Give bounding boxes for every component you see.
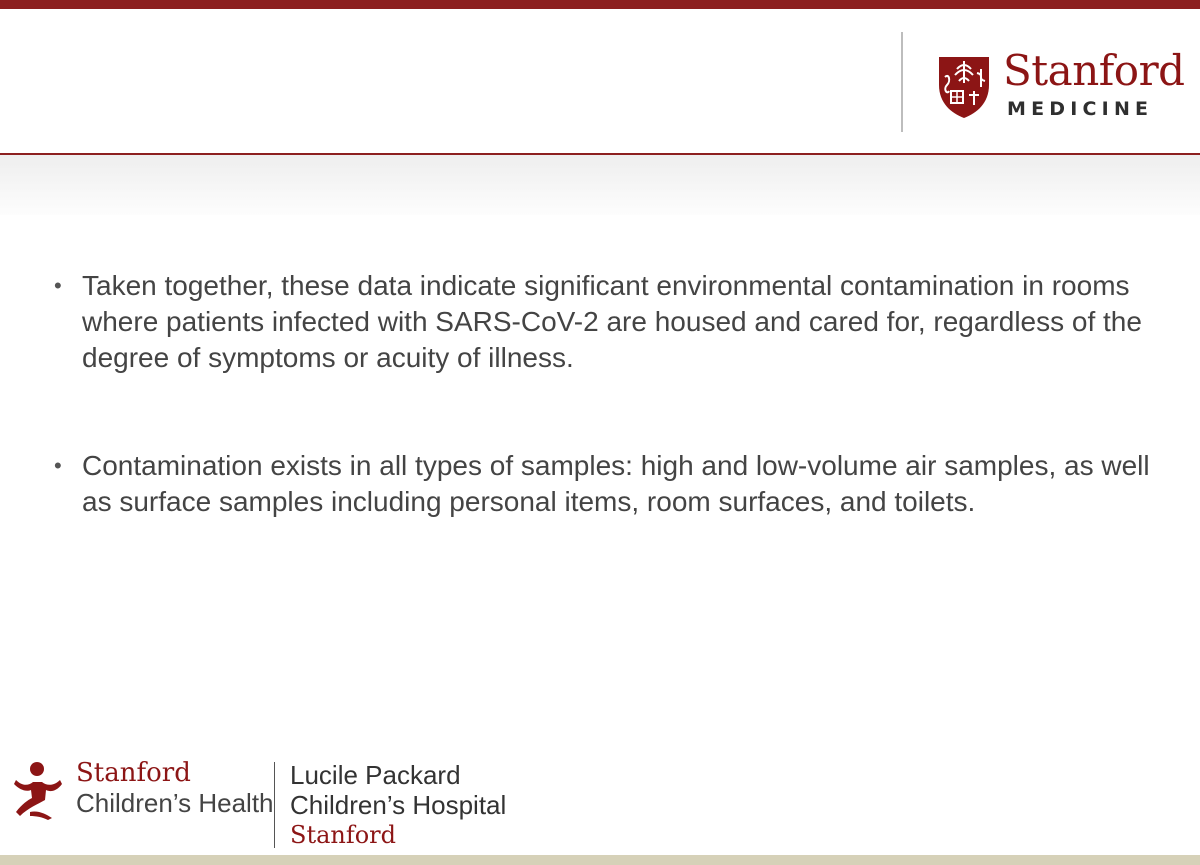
footer-band (0, 855, 1200, 865)
bullet-dot-icon: • (54, 273, 62, 298)
logo-medicine-subtitle: MEDICINE (1007, 98, 1154, 120)
header-divider (901, 32, 903, 132)
stanford-medicine-logo (935, 46, 1185, 124)
footer-logos (12, 758, 532, 854)
lpch-logo-lucile-packard: Lucile Packard (290, 760, 461, 790)
stanford-shield-icon (937, 55, 991, 119)
lpch-logo-childrens-hospital: Children’s Hospital (290, 790, 507, 820)
child-figure-icon (12, 760, 64, 820)
slide-content (50, 268, 1160, 520)
logo-stanford-name: Stanford (1003, 46, 1185, 95)
bullet-text: Contamination exists in all types of samples: high and low-volume air samples, as well as surface samples including personal items, room surfaces, and toilets. (82, 450, 1150, 517)
sch-logo-childrens-health: Children’s Health (76, 788, 274, 818)
lpch-logo-stanford: Stanford (290, 821, 397, 849)
footer-logo-divider (274, 762, 275, 848)
sch-logo-stanford: Stanford (76, 758, 191, 788)
top-accent-bar (0, 0, 1200, 9)
bullet-dot-icon: • (54, 453, 62, 478)
bullet-item (50, 448, 1160, 520)
bullet-item (50, 268, 1160, 376)
bullet-text: Taken together, these data indicate significant environmental contamination in rooms where patients infected with SARS-CoV-2 are housed and cared for, regardless of the degree of symptoms or acuity of illness. (82, 270, 1142, 373)
header-shadow (0, 155, 1200, 215)
